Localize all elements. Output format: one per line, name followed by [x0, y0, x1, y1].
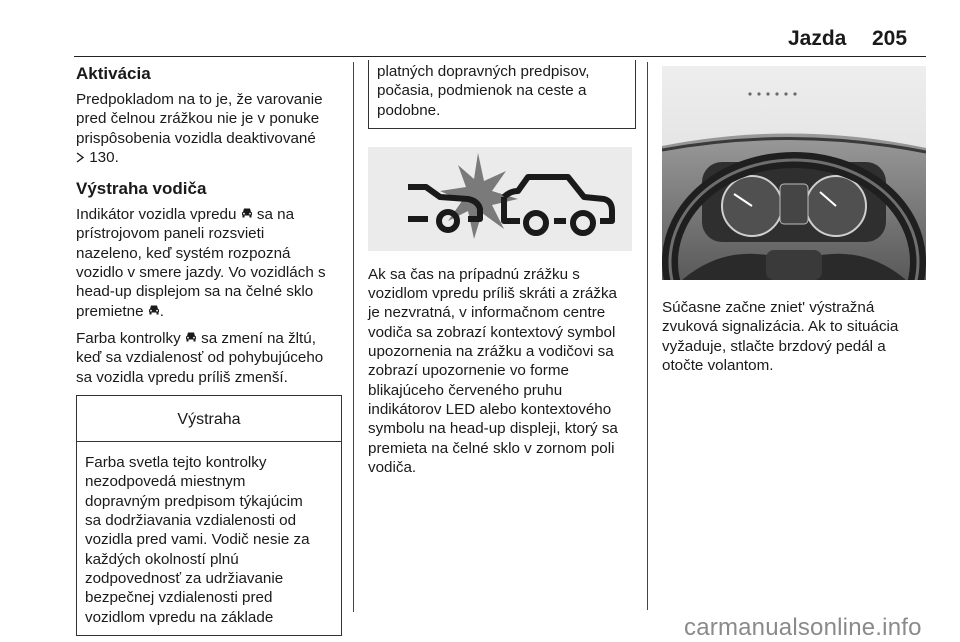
text-line: head-up displejom sa na čelné sklo — [76, 283, 314, 301]
warning-title: Výstraha — [77, 396, 341, 442]
text-line: prispôsobenia vozidla deaktivované — [76, 129, 316, 147]
collision-warning-figure — [368, 147, 632, 251]
text-line: Farba svetla tejto kontrolky — [85, 454, 267, 472]
car-front-icon — [241, 207, 253, 218]
page-reference-link[interactable] — [76, 148, 342, 167]
text-line: nezodpovedá miestnym — [85, 473, 246, 491]
text-fragment: sa zmení na žltú, — [201, 329, 316, 347]
car-front-icon — [185, 331, 197, 342]
watermark: carmanualsonline.info — [684, 614, 922, 641]
text-line: vozidlom vpredu na základe — [85, 608, 274, 626]
text-line: blikajúceho červeného pruhu — [368, 381, 563, 399]
paragraph-indicator — [76, 205, 342, 321]
car-front-icon — [148, 304, 160, 315]
text-line: vodiča. — [368, 458, 417, 476]
text-line: otočte volantom. — [662, 356, 774, 374]
paragraph-acoustic-warning — [662, 298, 926, 375]
text-line: počasia, podmienok na ceste a — [377, 82, 587, 100]
text-line: vyžaduje, stlačte brzdový pedál a — [662, 337, 886, 355]
text-line: pred čelnou zrážkou nie je v ponuke — [76, 110, 320, 128]
text-line: platných dopravných predpisov, — [377, 63, 590, 80]
text-line: zodpovednosť za udržiavanie — [85, 569, 284, 587]
text-line: bezpečnej vzdialenosti pred — [85, 589, 273, 607]
page-reference-text: 130. — [89, 148, 119, 166]
paragraph-collision-alert — [368, 265, 636, 477]
section-title: Jazda — [788, 27, 847, 50]
text-line: vodiča sa zobrazí kontextový symbol — [368, 323, 616, 341]
column-divider-left — [353, 62, 354, 612]
text-fragment: sa na — [256, 206, 295, 224]
heading-aktivacia: Aktivácia — [76, 64, 151, 83]
heading-vystraha-vodica: Výstraha vodiča — [76, 179, 207, 199]
column-right — [662, 64, 926, 383]
text-line: sa vozidla vpredu príliš zmenší. — [76, 368, 288, 386]
paragraph-color-change — [76, 329, 342, 387]
text-fragment: . — [159, 302, 165, 320]
text-line: každých okolností plnú — [85, 550, 239, 568]
text-line: prístrojovom paneli rozsvieti — [76, 225, 265, 243]
text-line: vozidla pred vami. Vodič nesie za — [85, 531, 310, 549]
text-line: podobne. — [377, 101, 441, 119]
text-fragment: Farba kontrolky — [76, 329, 181, 347]
text-line: je nezvratná, v informačnom centre — [368, 304, 606, 322]
text-line: vozidlom vpredu príliš skráti a zrážka — [368, 285, 617, 303]
text-line: keď sa vzdialenosť od pohybujúceho — [76, 349, 324, 367]
column-divider-right — [647, 62, 648, 610]
text-line: vozidlo v smere jazdy. Vo vozidlách s — [76, 264, 326, 282]
text-line — [76, 329, 342, 348]
text-line: dopravným predpisom týkajúcim — [85, 492, 303, 510]
text-line: premieta na čelné sklo v zornom poli — [368, 439, 615, 457]
text-fragment: premietne — [76, 302, 144, 320]
header-divider — [74, 56, 926, 57]
text-line: zvuková signalizácia. Ak to situácia — [662, 318, 899, 336]
text-line: indikátorov LED alebo kontextového — [368, 400, 612, 418]
text-line: Súčasne začne zniet' výstražná — [662, 299, 875, 316]
text-line: symbolu na head-up displeji, ktorý sa — [368, 420, 618, 438]
text-line: sa dodržiavania vzdialenosti od — [85, 512, 297, 530]
text-line: Predpokladom na to je, že varovanie — [76, 91, 323, 108]
text-line: nazeleno, keď systém rozpozná — [76, 244, 291, 262]
dashboard-steering-wheel-figure — [662, 66, 926, 280]
page-number: 205 — [872, 27, 908, 50]
page-header — [0, 0, 960, 60]
column-left — [76, 64, 342, 636]
text-line: Ak sa čas na prípadnú zrážku s — [368, 265, 580, 283]
column-middle — [368, 62, 636, 485]
text-fragment: Indikátor vozidla vpredu — [76, 206, 237, 224]
text-line: upozornenia na zrážku a vodičovi sa — [368, 343, 614, 361]
warning-body — [77, 442, 341, 635]
text-line — [76, 302, 342, 321]
paragraph-aktivacia — [76, 90, 342, 167]
text-line — [76, 205, 342, 224]
text-line: zobrazí upozornenie vo forme — [368, 362, 569, 380]
warning-box-continued — [368, 60, 636, 129]
arrow-right-icon — [76, 152, 85, 163]
warning-box — [76, 395, 342, 636]
